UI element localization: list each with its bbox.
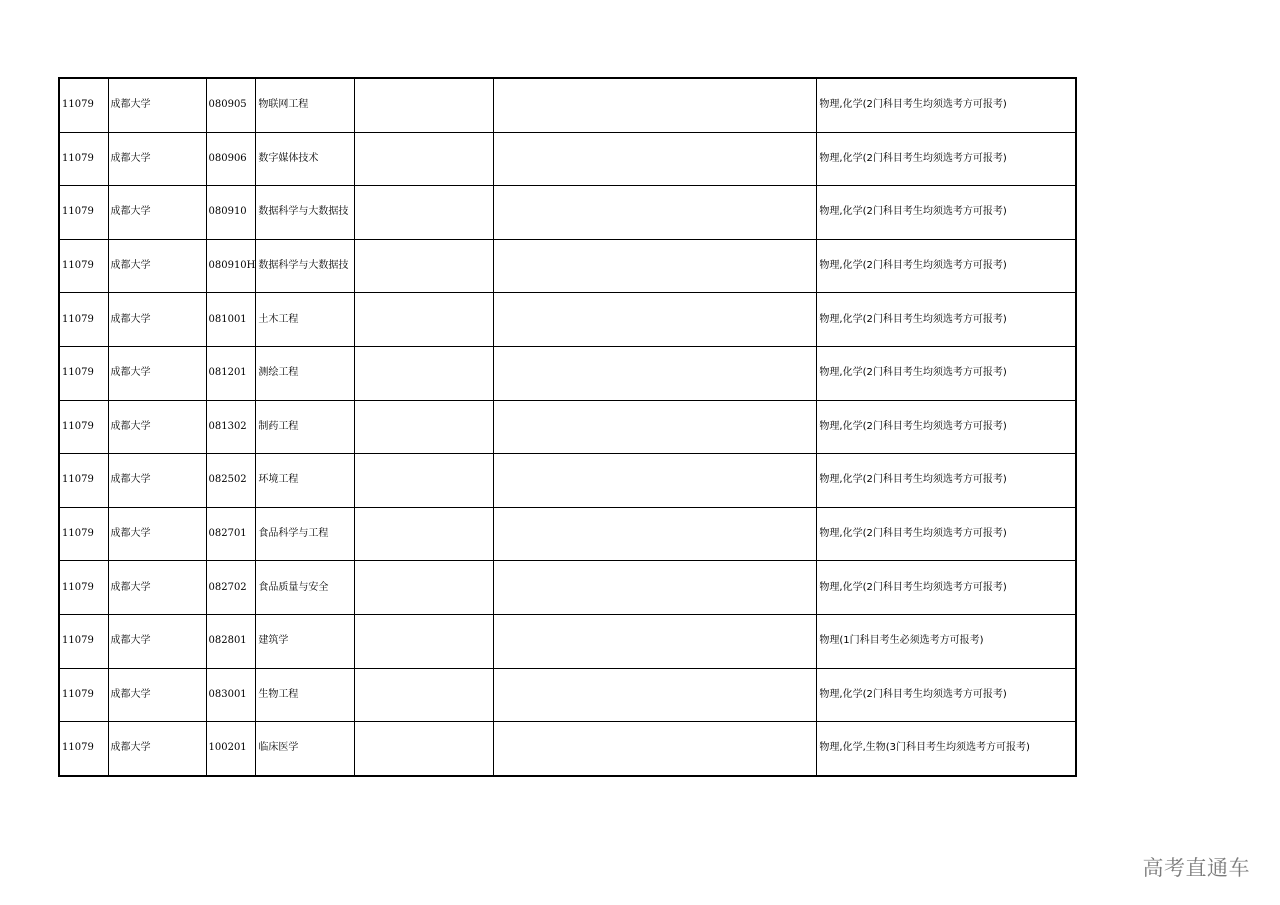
school-name-cell: 成都大学 (108, 346, 206, 400)
major-code-cell: 082801 (206, 614, 256, 668)
subject-requirements-table (58, 77, 1077, 777)
school-code-cell: 11079 (59, 239, 108, 293)
empty-cell (355, 668, 494, 722)
major-name-cell: 数据科学与大数据技 (256, 239, 355, 293)
subject-requirement-cell: 物理,化学(2门科目考生均须选考方可报考) (817, 507, 1076, 561)
major-code-cell: 082702 (206, 561, 256, 615)
major-code-cell: 080910H (206, 239, 256, 293)
school-name-cell: 成都大学 (108, 561, 206, 615)
school-code-cell: 11079 (59, 293, 108, 347)
major-code-cell: 081201 (206, 346, 256, 400)
school-code-cell: 11079 (59, 132, 108, 186)
school-name-cell: 成都大学 (108, 454, 206, 508)
school-code-cell: 11079 (59, 668, 108, 722)
subject-requirement-cell: 物理,化学(2门科目考生均须选考方可报考) (817, 132, 1076, 186)
table-row (59, 507, 1076, 561)
table-row (59, 400, 1076, 454)
school-name-cell: 成都大学 (108, 239, 206, 293)
major-code-cell: 080905 (206, 78, 256, 132)
school-name-cell: 成都大学 (108, 722, 206, 776)
school-name-cell: 成都大学 (108, 293, 206, 347)
empty-cell (355, 132, 494, 186)
empty-cell (494, 239, 817, 293)
school-code-cell: 11079 (59, 346, 108, 400)
table-row (59, 614, 1076, 668)
subject-requirement-cell: 物理,化学(2门科目考生均须选考方可报考) (817, 239, 1076, 293)
subject-requirement-cell: 物理,化学(2门科目考生均须选考方可报考) (817, 454, 1076, 508)
major-code-cell: 082701 (206, 507, 256, 561)
school-name-cell: 成都大学 (108, 78, 206, 132)
major-code-cell: 082502 (206, 454, 256, 508)
empty-cell (355, 507, 494, 561)
subject-requirement-cell: 物理,化学(2门科目考生均须选考方可报考) (817, 400, 1076, 454)
table-row (59, 293, 1076, 347)
major-name-cell: 物联网工程 (256, 78, 355, 132)
school-name-cell: 成都大学 (108, 132, 206, 186)
empty-cell (494, 400, 817, 454)
empty-cell (494, 722, 817, 776)
empty-cell (355, 186, 494, 240)
table-row (59, 346, 1076, 400)
empty-cell (355, 239, 494, 293)
empty-cell (494, 132, 817, 186)
major-code-cell: 100201 (206, 722, 256, 776)
subject-requirement-cell: 物理,化学(2门科目考生均须选考方可报考) (817, 561, 1076, 615)
empty-cell (494, 561, 817, 615)
empty-cell (355, 400, 494, 454)
table-row (59, 239, 1076, 293)
school-code-cell: 11079 (59, 400, 108, 454)
empty-cell (494, 507, 817, 561)
major-code-cell: 081001 (206, 293, 256, 347)
school-code-cell: 11079 (59, 561, 108, 615)
subject-requirement-cell: 物理,化学(2门科目考生均须选考方可报考) (817, 78, 1076, 132)
subject-requirement-cell: 物理,化学(2门科目考生均须选考方可报考) (817, 346, 1076, 400)
school-code-cell: 11079 (59, 614, 108, 668)
empty-cell (355, 454, 494, 508)
major-name-cell: 数据科学与大数据技 (256, 186, 355, 240)
major-name-cell: 生物工程 (256, 668, 355, 722)
table-row (59, 722, 1076, 776)
subject-requirement-cell: 物理,化学(2门科目考生均须选考方可报考) (817, 293, 1076, 347)
school-code-cell: 11079 (59, 722, 108, 776)
empty-cell (355, 614, 494, 668)
major-name-cell: 环境工程 (256, 454, 355, 508)
empty-cell (355, 293, 494, 347)
table-row (59, 561, 1076, 615)
major-name-cell: 土木工程 (256, 293, 355, 347)
empty-cell (355, 561, 494, 615)
school-code-cell: 11079 (59, 454, 108, 508)
empty-cell (355, 78, 494, 132)
empty-cell (355, 722, 494, 776)
school-code-cell: 11079 (59, 507, 108, 561)
subject-requirement-cell: 物理,化学,生物(3门科目考生均须选考方可报考) (817, 722, 1076, 776)
table-row (59, 668, 1076, 722)
table-row (59, 78, 1076, 132)
subject-requirement-cell: 物理(1门科目考生必须选考方可报考) (817, 614, 1076, 668)
table-body (59, 78, 1076, 776)
major-code-cell: 080906 (206, 132, 256, 186)
table-row (59, 454, 1076, 508)
school-code-cell: 11079 (59, 186, 108, 240)
empty-cell (494, 614, 817, 668)
major-code-cell: 081302 (206, 400, 256, 454)
subject-requirement-cell: 物理,化学(2门科目考生均须选考方可报考) (817, 186, 1076, 240)
empty-cell (494, 293, 817, 347)
major-name-cell: 测绘工程 (256, 346, 355, 400)
school-name-cell: 成都大学 (108, 400, 206, 454)
empty-cell (494, 454, 817, 508)
school-code-cell: 11079 (59, 78, 108, 132)
major-name-cell: 食品质量与安全 (256, 561, 355, 615)
major-name-cell: 建筑学 (256, 614, 355, 668)
table-row (59, 132, 1076, 186)
school-name-cell: 成都大学 (108, 507, 206, 561)
major-code-cell: 080910 (206, 186, 256, 240)
empty-cell (494, 78, 817, 132)
empty-cell (494, 668, 817, 722)
major-name-cell: 食品科学与工程 (256, 507, 355, 561)
major-code-cell: 083001 (206, 668, 256, 722)
empty-cell (494, 186, 817, 240)
school-name-cell: 成都大学 (108, 668, 206, 722)
empty-cell (355, 346, 494, 400)
major-name-cell: 临床医学 (256, 722, 355, 776)
empty-cell (494, 346, 817, 400)
school-name-cell: 成都大学 (108, 614, 206, 668)
watermark: 高考直通车 (1142, 856, 1250, 880)
major-name-cell: 制药工程 (256, 400, 355, 454)
major-name-cell: 数字媒体技术 (256, 132, 355, 186)
school-name-cell: 成都大学 (108, 186, 206, 240)
subject-requirement-cell: 物理,化学(2门科目考生均须选考方可报考) (817, 668, 1076, 722)
table-row (59, 186, 1076, 240)
